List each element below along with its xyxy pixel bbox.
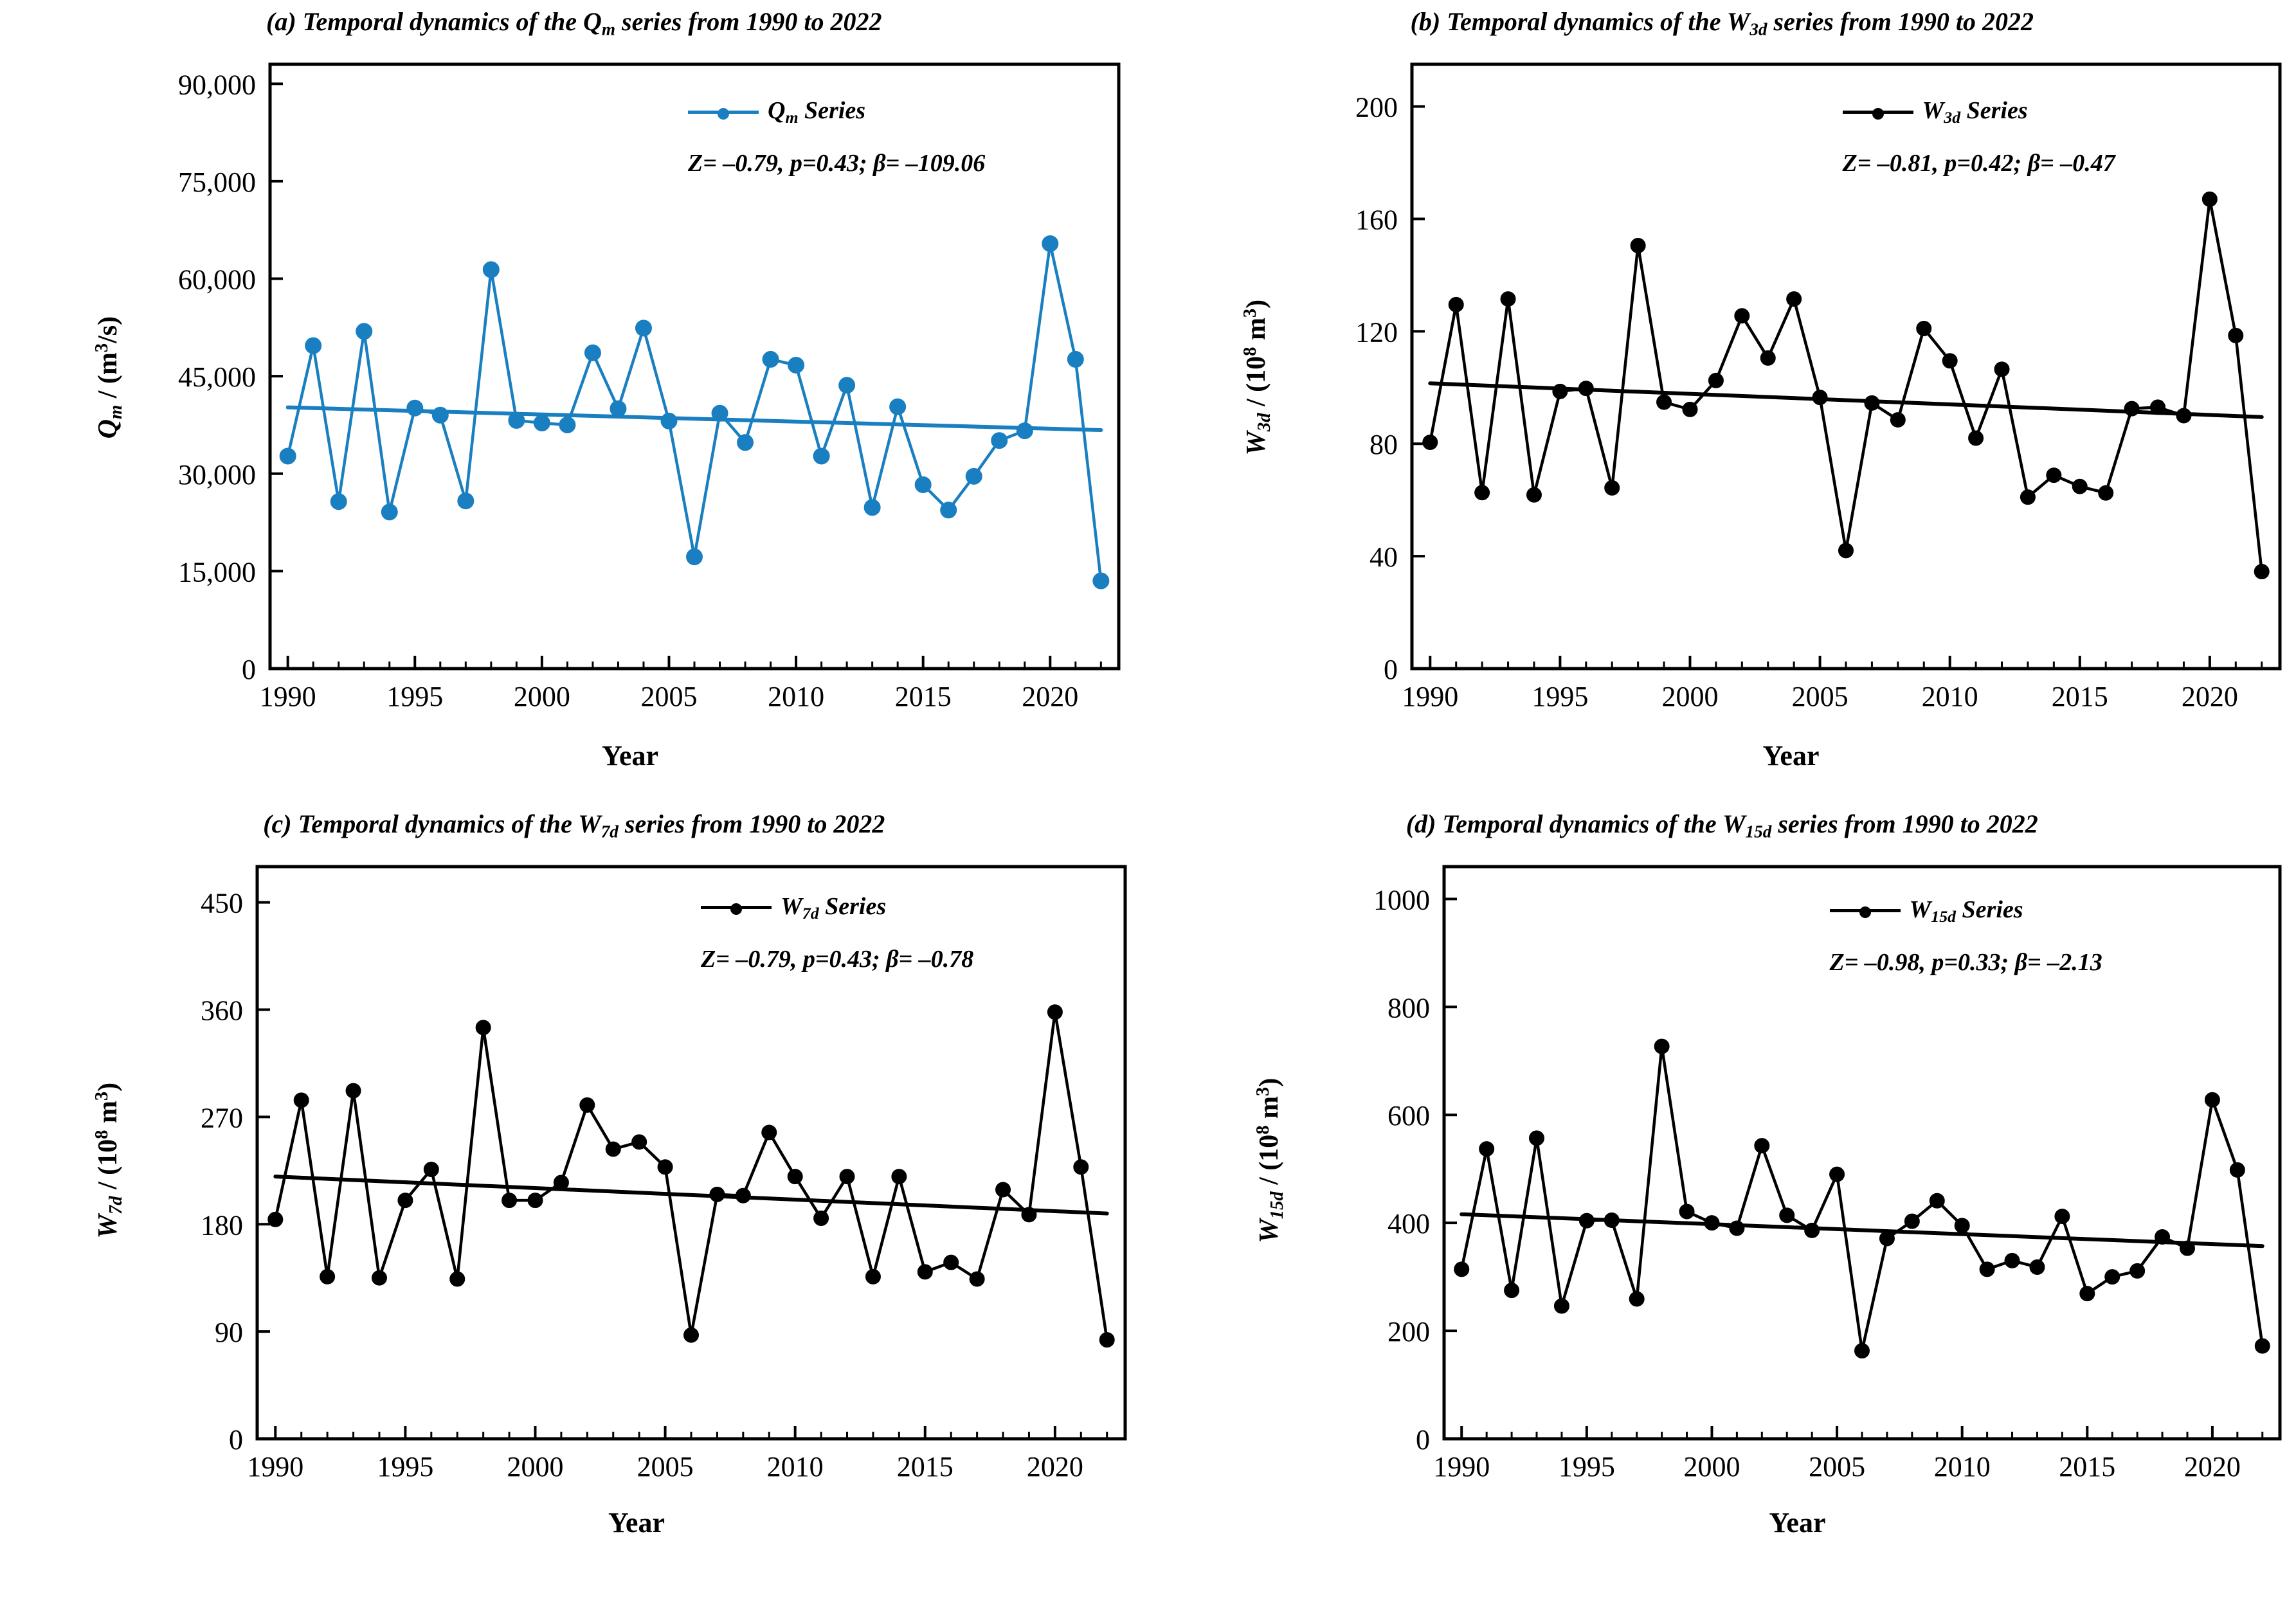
svg-text:1995: 1995 xyxy=(386,681,444,712)
panel-d-legend-row xyxy=(1830,896,2102,926)
panel-c-plot xyxy=(109,847,1164,1509)
svg-text:1000: 1000 xyxy=(1373,883,1430,915)
panel-b-stats: Z= –0.81, p=0.42; β= –0.47 xyxy=(1842,150,2115,177)
panel-d-ylabel: $W_{15d} / (10^8$ $m^3$) xyxy=(1252,1077,1287,1243)
svg-text:600: 600 xyxy=(1387,1099,1430,1131)
panel-c-ylabel: $W_{7d} / (10^8$ $m^3$) xyxy=(91,1082,127,1238)
svg-text:2015: 2015 xyxy=(894,681,952,712)
panel-c xyxy=(0,802,1148,1604)
panel-d-plot xyxy=(1277,847,2296,1509)
panel-b-legend-label: $W_{3d}$ Series xyxy=(1922,97,2028,127)
panel-c-legend-label: $W_{7d}$ Series xyxy=(781,892,887,923)
legend-line-icon xyxy=(688,111,759,114)
svg-text:2010: 2010 xyxy=(766,1450,824,1482)
panel-b-ylabel: $W_{3d} / (10^8$ $m^3$) xyxy=(1240,299,1274,456)
svg-text:800: 800 xyxy=(1387,991,1430,1023)
panel-c-legend-row xyxy=(701,892,973,923)
svg-text:0: 0 xyxy=(1383,654,1398,685)
panel-d-title: (d) Temporal dynamics of the $W_{15d}$ series from 1990 to 2022 xyxy=(1406,809,2038,842)
panel-a-legend xyxy=(688,96,985,177)
panel-c-title: (c) Temporal dynamics of the $W_{7d}$ series from 1990 to 2022 xyxy=(263,809,885,842)
panel-d-legend-label: $W_{15d}$ Series xyxy=(1909,896,2023,926)
panel-d-svg xyxy=(1277,847,2296,1509)
svg-text:2005: 2005 xyxy=(637,1450,694,1482)
svg-text:2005: 2005 xyxy=(640,681,698,712)
svg-text:400: 400 xyxy=(1387,1207,1430,1239)
svg-text:200: 200 xyxy=(1355,91,1398,123)
panel-a-ylabel: $Q_m / (m^3/s)$ xyxy=(91,316,127,439)
svg-text:1995: 1995 xyxy=(1531,681,1588,712)
svg-text:180: 180 xyxy=(201,1209,243,1241)
panel-b-plot xyxy=(1264,45,2296,739)
panel-a-legend-row xyxy=(688,96,985,127)
legend-line-icon xyxy=(1830,909,1901,912)
legend-marker-icon xyxy=(730,903,742,915)
svg-text:2015: 2015 xyxy=(2058,1450,2115,1482)
panel-a xyxy=(0,0,1148,802)
panel-b-legend xyxy=(1843,96,2115,177)
svg-text:90: 90 xyxy=(215,1316,243,1348)
svg-text:30,000: 30,000 xyxy=(178,458,256,491)
panel-c-stats: Z= –0.79, p=0.43; β= –0.78 xyxy=(701,945,974,973)
panel-d xyxy=(1148,802,2296,1604)
panel-a-stats: Z= –0.79, p=0.43; β= –109.06 xyxy=(688,150,986,177)
panel-c-xlabel: Year xyxy=(608,1506,665,1538)
svg-text:2000: 2000 xyxy=(1661,681,1718,712)
legend-marker-icon xyxy=(1859,906,1871,918)
panel-b-title: (b) Temporal dynamics of the $W_{3d}$ series from 1990 to 2022 xyxy=(1410,7,2034,39)
panel-a-svg xyxy=(103,45,1157,739)
panel-b-legend-row xyxy=(1843,96,2115,127)
svg-text:450: 450 xyxy=(201,887,243,919)
svg-text:160: 160 xyxy=(1355,204,1398,236)
svg-text:15,000: 15,000 xyxy=(178,556,256,588)
svg-text:1990: 1990 xyxy=(247,1450,304,1482)
panel-d-xlabel: Year xyxy=(1769,1506,1826,1538)
svg-text:1990: 1990 xyxy=(1401,681,1458,712)
panel-a-title: (a) Temporal dynamics of the $Q_m$ series from 1990 to 2022 xyxy=(266,7,882,39)
panel-a-plot xyxy=(103,45,1157,739)
svg-text:1995: 1995 xyxy=(1558,1450,1615,1482)
svg-text:60,000: 60,000 xyxy=(178,264,256,296)
svg-text:0: 0 xyxy=(229,1423,243,1455)
svg-text:2005: 2005 xyxy=(1808,1450,1865,1482)
panel-d-stats: Z= –0.98, p=0.33; β= –2.13 xyxy=(1829,948,2102,976)
panel-d-legend xyxy=(1830,896,2102,977)
panel-b-xlabel: Year xyxy=(1762,740,1820,771)
panel-c-svg xyxy=(109,847,1164,1509)
svg-text:0: 0 xyxy=(242,654,256,685)
svg-text:2020: 2020 xyxy=(2183,1450,2241,1482)
panel-b-svg xyxy=(1264,45,2296,739)
svg-text:2015: 2015 xyxy=(896,1450,954,1482)
svg-text:200: 200 xyxy=(1387,1315,1430,1347)
svg-text:80: 80 xyxy=(1369,429,1398,461)
svg-text:45,000: 45,000 xyxy=(178,361,256,393)
svg-text:120: 120 xyxy=(1355,316,1398,348)
svg-text:1990: 1990 xyxy=(1433,1450,1490,1482)
svg-text:75,000: 75,000 xyxy=(178,166,256,198)
svg-text:2000: 2000 xyxy=(513,681,570,712)
svg-text:360: 360 xyxy=(201,995,243,1026)
svg-text:0: 0 xyxy=(1415,1423,1430,1455)
svg-text:270: 270 xyxy=(201,1101,243,1133)
panel-c-legend xyxy=(701,892,973,973)
svg-text:2010: 2010 xyxy=(1921,681,1978,712)
svg-text:2020: 2020 xyxy=(2181,681,2238,712)
panel-b xyxy=(1148,0,2296,802)
svg-text:2000: 2000 xyxy=(507,1450,564,1482)
legend-marker-icon xyxy=(718,108,729,120)
panel-a-legend-label: $Q_m$ Series xyxy=(768,97,866,127)
svg-text:2010: 2010 xyxy=(768,681,825,712)
svg-text:1990: 1990 xyxy=(259,681,316,712)
svg-text:90,000: 90,000 xyxy=(178,69,256,101)
svg-text:40: 40 xyxy=(1369,541,1398,573)
svg-text:2005: 2005 xyxy=(1791,681,1849,712)
svg-text:2020: 2020 xyxy=(1022,681,1079,712)
svg-text:2000: 2000 xyxy=(1683,1450,1740,1482)
legend-line-icon xyxy=(701,906,772,909)
legend-line-icon xyxy=(1843,111,1913,114)
legend-marker-icon xyxy=(1872,108,1884,120)
svg-text:2015: 2015 xyxy=(2051,681,2108,712)
svg-text:2020: 2020 xyxy=(1026,1450,1083,1482)
svg-text:1995: 1995 xyxy=(377,1450,434,1482)
svg-text:2010: 2010 xyxy=(1933,1450,1991,1482)
panel-a-xlabel: Year xyxy=(602,740,658,771)
